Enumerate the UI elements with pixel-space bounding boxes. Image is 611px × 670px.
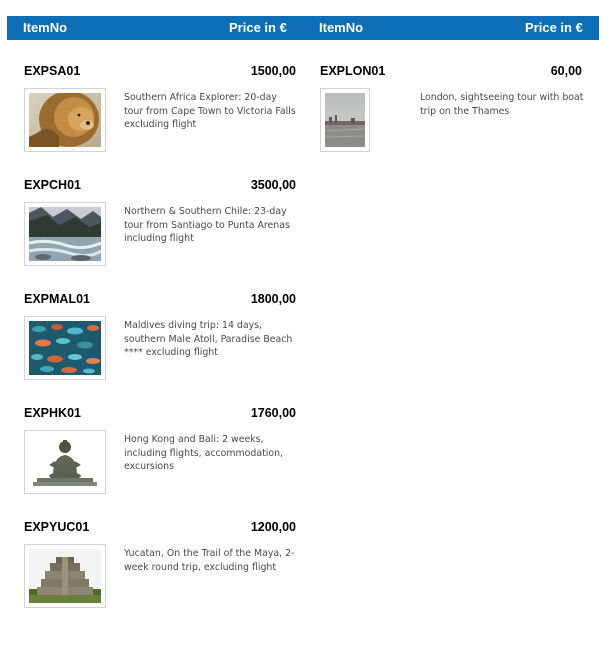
mountain-river-photo — [29, 207, 101, 261]
buddha-statue-photo — [29, 435, 101, 489]
product-thumbnail — [24, 316, 106, 380]
list-item — [24, 268, 296, 382]
header-price-left: Price in € — [229, 20, 287, 35]
item-number: EXPSA01 — [24, 64, 81, 78]
item-number: EXPHK01 — [24, 406, 81, 420]
product-thumbnail — [24, 88, 106, 152]
product-thumbnail — [24, 202, 106, 266]
list-item — [24, 382, 296, 496]
lion-photo — [29, 93, 101, 147]
item-price: 1500,00 — [250, 64, 296, 78]
item-description: Yucatan, On the Trail of the Maya, 2-week round trip, excluding flight — [124, 548, 295, 573]
list-item — [24, 496, 296, 610]
item-description: Northern & Southern Chile: 23-day tour from Santiago to Punta Arenas including flight — [124, 206, 290, 245]
item-price: 60,00 — [550, 64, 582, 78]
item-number: EXPCH01 — [24, 178, 81, 192]
header-itemno-right: ItemNo — [319, 20, 364, 35]
item-price: 3500,00 — [250, 178, 296, 192]
header-itemno-left: ItemNo — [23, 20, 68, 35]
item-description: London, sightseeing tour with boat trip on the Thames — [420, 92, 584, 117]
fish-school-photo — [29, 321, 101, 375]
item-description: Hong Kong and Bali: 2 weeks, including flights, accommodation, excursions — [124, 434, 284, 473]
list-item — [320, 40, 582, 154]
item-price: 1800,00 — [250, 292, 296, 306]
maya-pyramid-photo — [29, 549, 101, 603]
product-thumbnail — [320, 88, 370, 152]
item-price: 1200,00 — [250, 520, 296, 534]
header-price-right: Price in € — [525, 20, 583, 35]
item-number: EXPMAL01 — [24, 292, 90, 306]
list-item — [24, 154, 296, 268]
item-description: Maldives diving trip: 14 days, southern Male Atoll, Paradise Beach **** excluding flight — [124, 320, 293, 359]
thames-river-photo — [325, 93, 365, 147]
item-number: EXPYUC01 — [24, 520, 90, 534]
item-number: EXPLON01 — [320, 64, 386, 78]
item-price: 1760,00 — [250, 406, 296, 420]
product-thumbnail — [24, 430, 106, 494]
product-thumbnail — [24, 544, 106, 608]
list-item — [24, 40, 296, 154]
table-header — [7, 16, 599, 40]
item-description: Southern Africa Explorer: 20-day tour from Cape Town to Victoria Falls excluding flight — [124, 92, 296, 131]
